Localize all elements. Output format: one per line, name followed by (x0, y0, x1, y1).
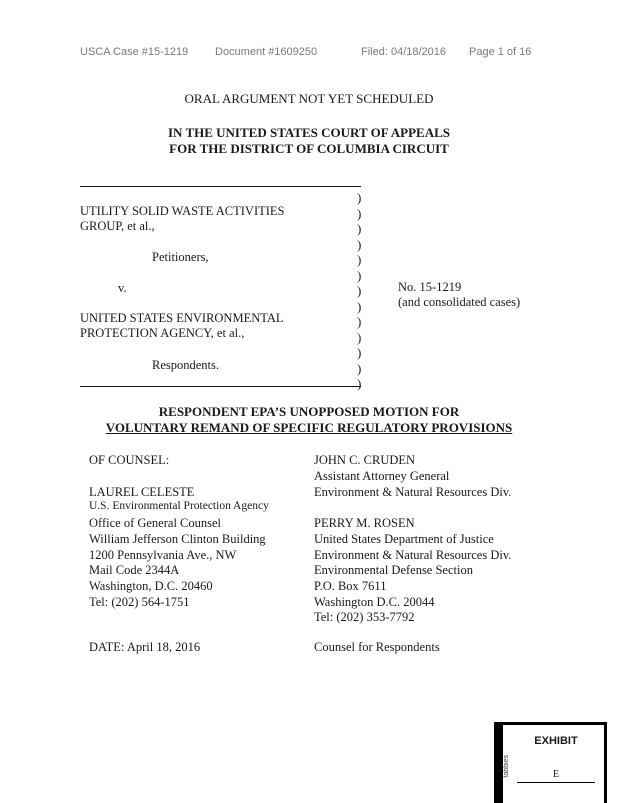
counsel-agency: U.S. Environmental Protection Agency (89, 500, 269, 512)
of-counsel-label: OF COUNSEL: (89, 453, 170, 467)
attorney-po-box: P.O. Box 7611 (314, 579, 387, 593)
attorney-city: Washington D.C. 20044 (314, 595, 435, 609)
attorney-division-rosen: Environment & Natural Resources Div. (314, 548, 512, 562)
consolidated-cases: (and consolidated cases) (398, 295, 521, 309)
attorney-section: Environmental Defense Section (314, 563, 473, 577)
counsel-city: Washington, D.C. 20460 (89, 579, 213, 593)
court-line-1: IN THE UNITED STATES COURT OF APPEALS (167, 125, 450, 140)
respondent-name-line-1: UNITED STATES ENVIRONMENTAL (80, 311, 284, 325)
attorney-title-cruden: Assistant Attorney General (314, 469, 450, 483)
attorney-name-cruden: JOHN C. CRUDEN (314, 453, 416, 467)
exhibit-label: EXHIBIT (534, 735, 578, 747)
counsel-office: Office of General Counsel (89, 516, 222, 530)
header-page-number: Page 1 of 16 (469, 46, 532, 58)
respondent-name-line-2: PROTECTION AGENCY, et al., (80, 326, 245, 340)
exhibit-mark: E (552, 769, 560, 780)
counsel-street: 1200 Pennsylvania Ave., NW (89, 548, 237, 562)
petitioners-label: Petitioners, (152, 250, 209, 264)
counsel-mail-code: Mail Code 2344A (89, 563, 180, 577)
header-case-number: USCA Case #15-1219 (80, 46, 189, 58)
exhibit-side-text: tabbies (503, 755, 510, 778)
counsel-name-celeste: LAUREL CELESTE (89, 485, 195, 499)
header-document-number: Document #1609250 (215, 46, 318, 58)
caption-bottom-rule (80, 386, 361, 387)
respondents-label: Respondents. (152, 358, 220, 372)
case-number: No. 15-1219 (398, 280, 462, 294)
attorney-department: United States Department of Justice (314, 532, 494, 546)
counsel-phone: Tel: (202) 564-1751 (89, 595, 190, 609)
court-line-2: FOR THE DISTRICT OF COLUMBIA CIRCUIT (169, 141, 449, 156)
motion-title-line-2: VOLUNTARY REMAND OF SPECIFIC REGULATORY PROVISIONS (105, 420, 513, 435)
petitioner-name-line-1: UTILITY SOLID WASTE ACTIVITIES (80, 204, 285, 218)
exhibit-sticker (494, 722, 607, 803)
caption-parentheses: ) ) ) ) ) ) ) ) ) ) ) ) ) (357, 190, 362, 391)
exhibit-mark-line (517, 782, 595, 783)
motion-title-line-1: RESPONDENT EPA’S UNOPPOSED MOTION FOR (158, 404, 460, 419)
attorney-phone: Tel: (202) 353-7792 (314, 610, 415, 624)
versus-label: v. (118, 281, 127, 295)
petitioner-name-line-2: GROUP, et al., (80, 219, 155, 233)
status-line: ORAL ARGUMENT NOT YET SCHEDULED (184, 91, 434, 106)
counsel-for-respondents: Counsel for Respondents (314, 640, 440, 654)
counsel-building: William Jefferson Clinton Building (89, 532, 266, 546)
caption-top-rule (80, 186, 361, 187)
attorney-division-cruden: Environment & Natural Resources Div. (314, 485, 512, 499)
attorney-name-rosen: PERRY M. ROSEN (314, 516, 415, 530)
filing-date: DATE: April 18, 2016 (89, 640, 201, 654)
header-filed-date: Filed: 04/18/2016 (361, 46, 447, 58)
